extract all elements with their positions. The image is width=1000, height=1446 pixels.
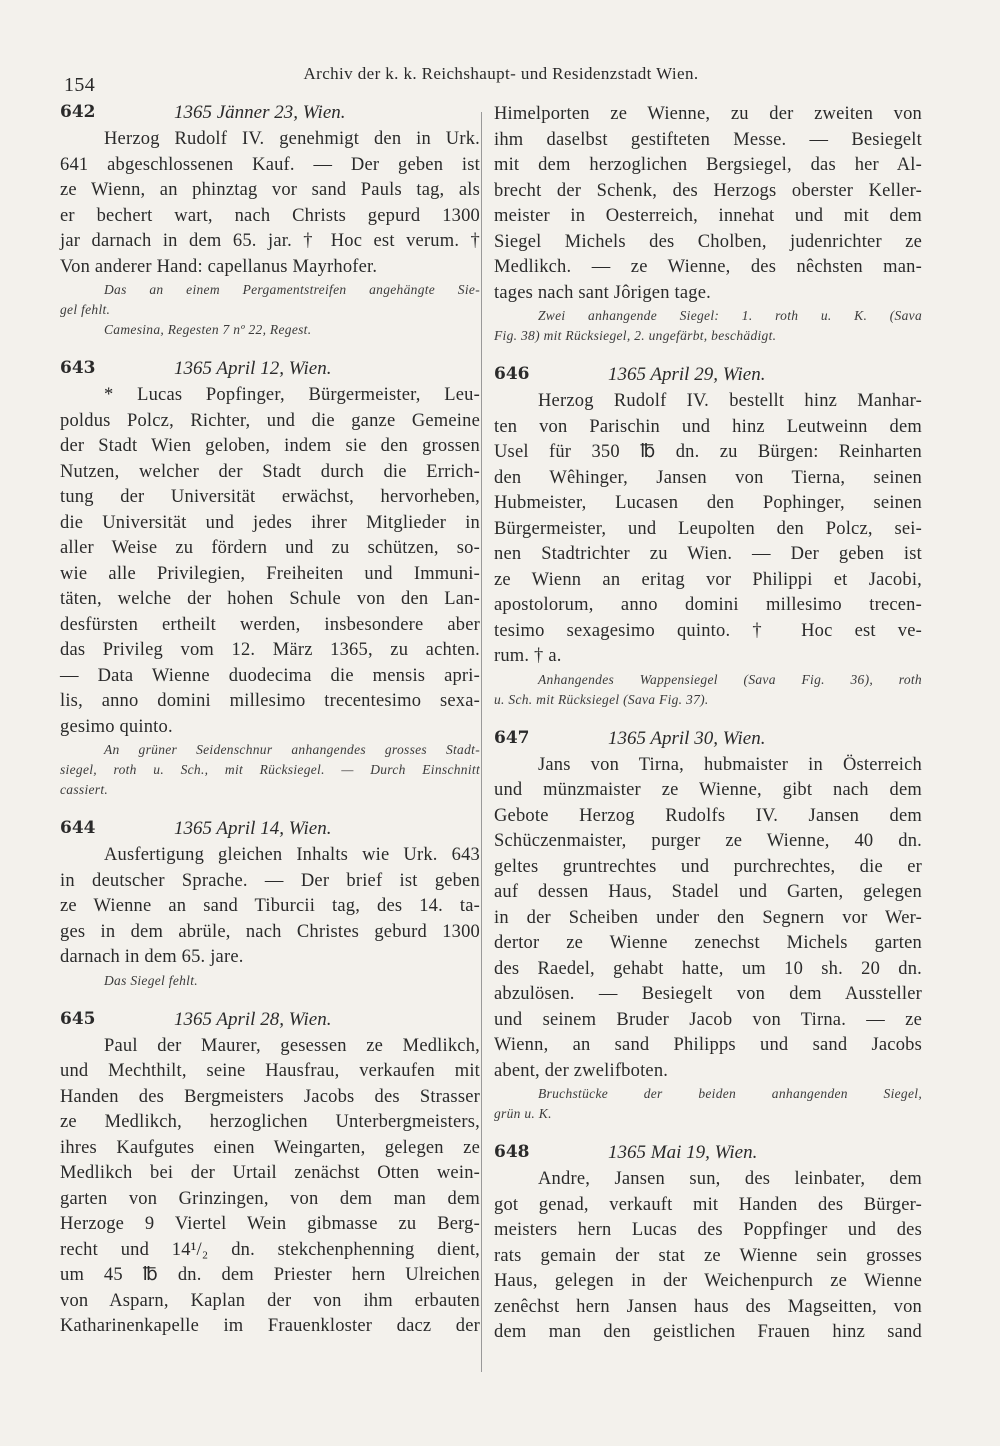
entry-number: 648 bbox=[494, 1142, 530, 1162]
text-line: der Stadt Wien geloben, indem sie den grossen bbox=[60, 436, 480, 456]
entry-date: 1365 April 12, Wien. bbox=[174, 358, 332, 379]
text-line: in der Scheiben under den Segnern vor Wer- bbox=[494, 907, 922, 928]
text-line: 641 abgeschlossenen Kauf. — Der geben ist bbox=[60, 154, 480, 175]
text-line: das Privileg vom 12. März 1365, zu achten. bbox=[60, 640, 480, 660]
text-line: Ausfertigung gleichen Inhalts wie Urk. 643 bbox=[104, 845, 480, 865]
entry-spacer bbox=[494, 710, 922, 724]
text-line: ihm daselbst gestifteten Messe. — Besiegelt bbox=[494, 129, 922, 150]
left-column bbox=[60, 98, 480, 1340]
text-line: Medlikch. — ze Wienne, des nêchsten man- bbox=[494, 257, 922, 277]
text-line: und Mechthilt, seine Hausfrau, verkaufen mit bbox=[60, 1061, 480, 1081]
text-line: er bechert wart, nach Christs gepurd 1300 bbox=[60, 205, 480, 226]
text-line: geltes gruntrechtes und purchrechtes, die er bbox=[494, 856, 922, 877]
text-line: got genad, verkauft mit Handen des Bürger- bbox=[494, 1194, 922, 1215]
text-line: nen Stadtrichter zu Wien. — Der geben ist bbox=[494, 544, 922, 564]
entry-heading bbox=[60, 814, 480, 843]
text-line: und münzmaister ze Wienne, gibt nach dem bbox=[494, 780, 922, 800]
seal-note-line: An grüner Seidenschnur anhangendes grosses Stadt- bbox=[104, 742, 480, 757]
text-line: von Asparn, Kaplan der von ihm erbauten bbox=[60, 1290, 480, 1311]
text-line: ten von Parischin und hinz Leutweinn dem bbox=[494, 416, 922, 437]
text-line: Herzoge 9 Viertel Wein gibmasse zu Berg- bbox=[60, 1214, 480, 1234]
entry-spacer bbox=[494, 1124, 922, 1138]
text-line: des Raedel, gehabt hatte, um 10 sh. 20 dn. bbox=[494, 958, 922, 979]
right-column bbox=[494, 102, 922, 1346]
entry-heading bbox=[494, 360, 922, 389]
text-line: Jans von Tirna, hubmaister in Österreich bbox=[538, 754, 922, 775]
text-line: ze Wienn an eritag vor Philippi et Jacobi, bbox=[494, 569, 922, 590]
text-line: wie alle Privilegien, Freiheiten und Immuni- bbox=[60, 563, 480, 584]
text-line: garten von Grinzingen, von dem man dem bbox=[60, 1188, 480, 1209]
text-line: meisters hern Lucas des Poppfinger und des bbox=[494, 1220, 922, 1240]
text-line: Katharinenkapelle im Frauenkloster dacz der bbox=[60, 1316, 480, 1336]
text-line: ze Medlikch, herzoglichen Unterbergmeisters, bbox=[60, 1112, 480, 1132]
column-divider bbox=[481, 112, 482, 1372]
text-line: in deutscher Sprache. — Der brief ist geben bbox=[60, 870, 480, 891]
text-line: desfürsten ertheilt werden, insbesondere aber bbox=[60, 614, 480, 635]
text-line: ges in dem abrüle, nach Christes geburd 1300 bbox=[60, 921, 480, 942]
text-line: Von anderer Hand: capellanus Mayrhofer. bbox=[60, 256, 378, 277]
text-line: tesimo sexagesimo quinto. † Hoc est ve- bbox=[494, 620, 922, 641]
seal-note-line: Fig. 38) mit Rücksiegel, 2. ungefärbt, beschädigt. bbox=[494, 328, 777, 343]
seal-note-line: grün u. K. bbox=[494, 1106, 552, 1121]
text-line: dertor ze Wienne zenechst Michels garten bbox=[494, 933, 922, 953]
entry-number: 645 bbox=[60, 1008, 96, 1029]
entry-heading bbox=[60, 1005, 480, 1034]
text-line: tung der Universität erwächst, hervorheben, bbox=[60, 487, 480, 507]
text-line: Andre, Jansen sun, des leinbater, dem bbox=[538, 1169, 922, 1189]
text-line: Himelporten ze Wienne, zu der zweiten von bbox=[494, 104, 922, 124]
text-line: * Lucas Popfinger, Bürgermeister, Leu- bbox=[104, 385, 480, 405]
text-line: meister in Oesterreich, innehat und mit dem bbox=[494, 206, 922, 226]
text-line: poldus Polcz, Richter, und die ganze Gemeine bbox=[60, 410, 480, 431]
entry-heading bbox=[60, 98, 480, 127]
text-line: Gebote Herzog Rudolfs IV. Jansen dem bbox=[494, 805, 922, 826]
text-line: Herzog Rudolf IV. genehmigt den in Urk. bbox=[104, 129, 480, 149]
entry-spacer bbox=[60, 800, 480, 814]
entry-heading bbox=[494, 724, 922, 753]
page-number: 154 bbox=[64, 74, 96, 96]
text-line: Schüczenmaister, purger ze Wienne, 40 dn. bbox=[494, 831, 922, 851]
text-line: abzulösen. — Besiegelt von dem Aussteller bbox=[494, 984, 922, 1004]
text-line: Wienn, an sand Philipps und sand Jacobs bbox=[494, 1035, 922, 1055]
seal-note-line: cassiert. bbox=[60, 782, 109, 797]
text-line: ihres Kaufgutes einen Weingarten, gelegen ze bbox=[60, 1137, 480, 1158]
seal-note-line: siegel, roth u. Sch., mit Rücksiegel. — Durch Einschnitt bbox=[60, 762, 480, 777]
seal-note-line: u. Sch. mit Rücksiegel (Sava Fig. 37). bbox=[494, 691, 709, 707]
text-line: rum. † a. bbox=[494, 646, 562, 666]
text-line: Usel für 350 ℔ dn. zu Bürgen: Reinharten bbox=[494, 442, 922, 462]
text-line: Nutzen, welcher der Stadt durch die Errich- bbox=[60, 461, 480, 482]
entry-spacer bbox=[60, 991, 480, 1005]
text-line: rats gemain der stat ze Wienne sein grosses bbox=[494, 1245, 922, 1266]
text-line: Paul der Maurer, gesessen ze Medlikch, bbox=[104, 1035, 480, 1056]
seal-note-line: Zwei anhangende Siegel: 1. roth u. K. (Sava bbox=[538, 308, 922, 323]
entry-spacer bbox=[494, 346, 922, 360]
seal-note-line: Das an einem Pergamentstreifen angehängte Sie- bbox=[104, 282, 480, 297]
entry-date: 1365 April 14, Wien. bbox=[174, 818, 332, 839]
seal-note-line: Das Siegel fehlt. bbox=[104, 972, 198, 988]
entry-number: 647 bbox=[494, 727, 530, 748]
text-line: Herzog Rudolf IV. bestellt hinz Manhar- bbox=[538, 391, 922, 411]
text-line: die Universität und jedes ihrer Mitglieder in bbox=[60, 512, 480, 533]
entry-date: 1365 April 28, Wien. bbox=[174, 1008, 332, 1030]
text-line: und seinem Bruder Jacob von Tirna. — ze bbox=[494, 1009, 922, 1030]
entry-date: 1365 Jänner 23, Wien. bbox=[174, 102, 346, 123]
text-line: Handen des Bergmeisters Jacobs des Strasser bbox=[60, 1086, 480, 1107]
text-line: Hubmeister, Lucasen den Pophinger, seinen bbox=[494, 493, 922, 513]
page-header bbox=[64, 56, 938, 96]
text-line: den Wêhinger, Jansen von Tierna, seinen bbox=[494, 467, 922, 488]
text-line: lis, anno domini millesimo trecentesimo sexa- bbox=[60, 691, 480, 711]
entry-spacer bbox=[60, 340, 480, 354]
text-line: auf dessen Haus, Stadel und Garten, gelegen bbox=[494, 882, 922, 902]
entry-date: 1365 April 29, Wien. bbox=[608, 364, 766, 385]
entry-number: 643 bbox=[60, 358, 96, 378]
text-line: darnach in dem 65. jare. bbox=[60, 947, 244, 967]
text-line: zenêchst hern Jansen haus des Magseitten, von bbox=[494, 1296, 922, 1317]
text-line: um 45 ℔ dn. dem Priester hern Ulreichen bbox=[60, 1265, 480, 1285]
seal-note-line: gel fehlt. bbox=[60, 302, 111, 317]
seal-note-line: Bruchstücke der beiden anhangenden Siegel, bbox=[538, 1086, 922, 1101]
text-line: tages nach sant Jôrigen tage. bbox=[494, 282, 711, 303]
entry-date: 1365 April 30, Wien. bbox=[608, 727, 766, 749]
text-line: täten, welche der hohen Schule von den Lan- bbox=[60, 589, 480, 609]
text-line: — Data Wienne duodecima die mensis apri- bbox=[60, 665, 480, 686]
text-line: brecht der Schenk, des Herzogs oberster Keller- bbox=[494, 180, 922, 201]
text-line: Medlikch bei der Urtail zenächst Otten wein- bbox=[60, 1163, 480, 1183]
entry-number: 646 bbox=[494, 364, 530, 384]
text-line: recht und 14¹/₂ dn. stekchenphenning dient, bbox=[60, 1239, 480, 1260]
entry-heading bbox=[494, 1138, 922, 1167]
text-line: ze Wienne an sand Tiburcii tag, des 14. ta- bbox=[60, 896, 480, 916]
text-line: jar darnach in dem 65. jar. † Hoc est verum. † bbox=[60, 231, 480, 251]
text-line: Haus, gelegen in der Weichenpurch ze Wienne bbox=[494, 1271, 922, 1291]
text-line: dem man den geistlichen Frauen hinz sand bbox=[494, 1322, 922, 1342]
entry-number: 644 bbox=[60, 818, 96, 838]
text-line: mit dem herzoglichen Bergsiegel, das her Al- bbox=[494, 155, 922, 175]
text-line: Bürgermeister, und Leupolten den Polcz, sei- bbox=[494, 518, 922, 539]
seal-note-line: Anhangendes Wappensiegel (Sava Fig. 36), roth bbox=[538, 671, 922, 687]
text-line: aller Weise zu fördern und zu schützen, so- bbox=[60, 538, 480, 558]
text-line: Siegel Michels des Cholben, judenrichter ze bbox=[494, 231, 922, 252]
text-line: ze Wienn, an phinztag vor sand Pauls tag, als bbox=[60, 180, 480, 200]
entry-heading bbox=[60, 354, 480, 383]
text-line: apostolorum, anno domini millesimo trecen- bbox=[494, 595, 922, 615]
entry-date: 1365 Mai 19, Wien. bbox=[608, 1142, 758, 1163]
text-line: gesimo quinto. bbox=[60, 716, 173, 737]
seal-note-line: Camesina, Regesten 7 nº 22, Regest. bbox=[104, 322, 312, 337]
running-title: Archiv der k. k. Reichshaupt- und Residenzstadt Wien. bbox=[303, 64, 699, 83]
entry-number: 642 bbox=[60, 102, 96, 122]
text-line: abent, der zwelifboten. bbox=[494, 1060, 669, 1081]
